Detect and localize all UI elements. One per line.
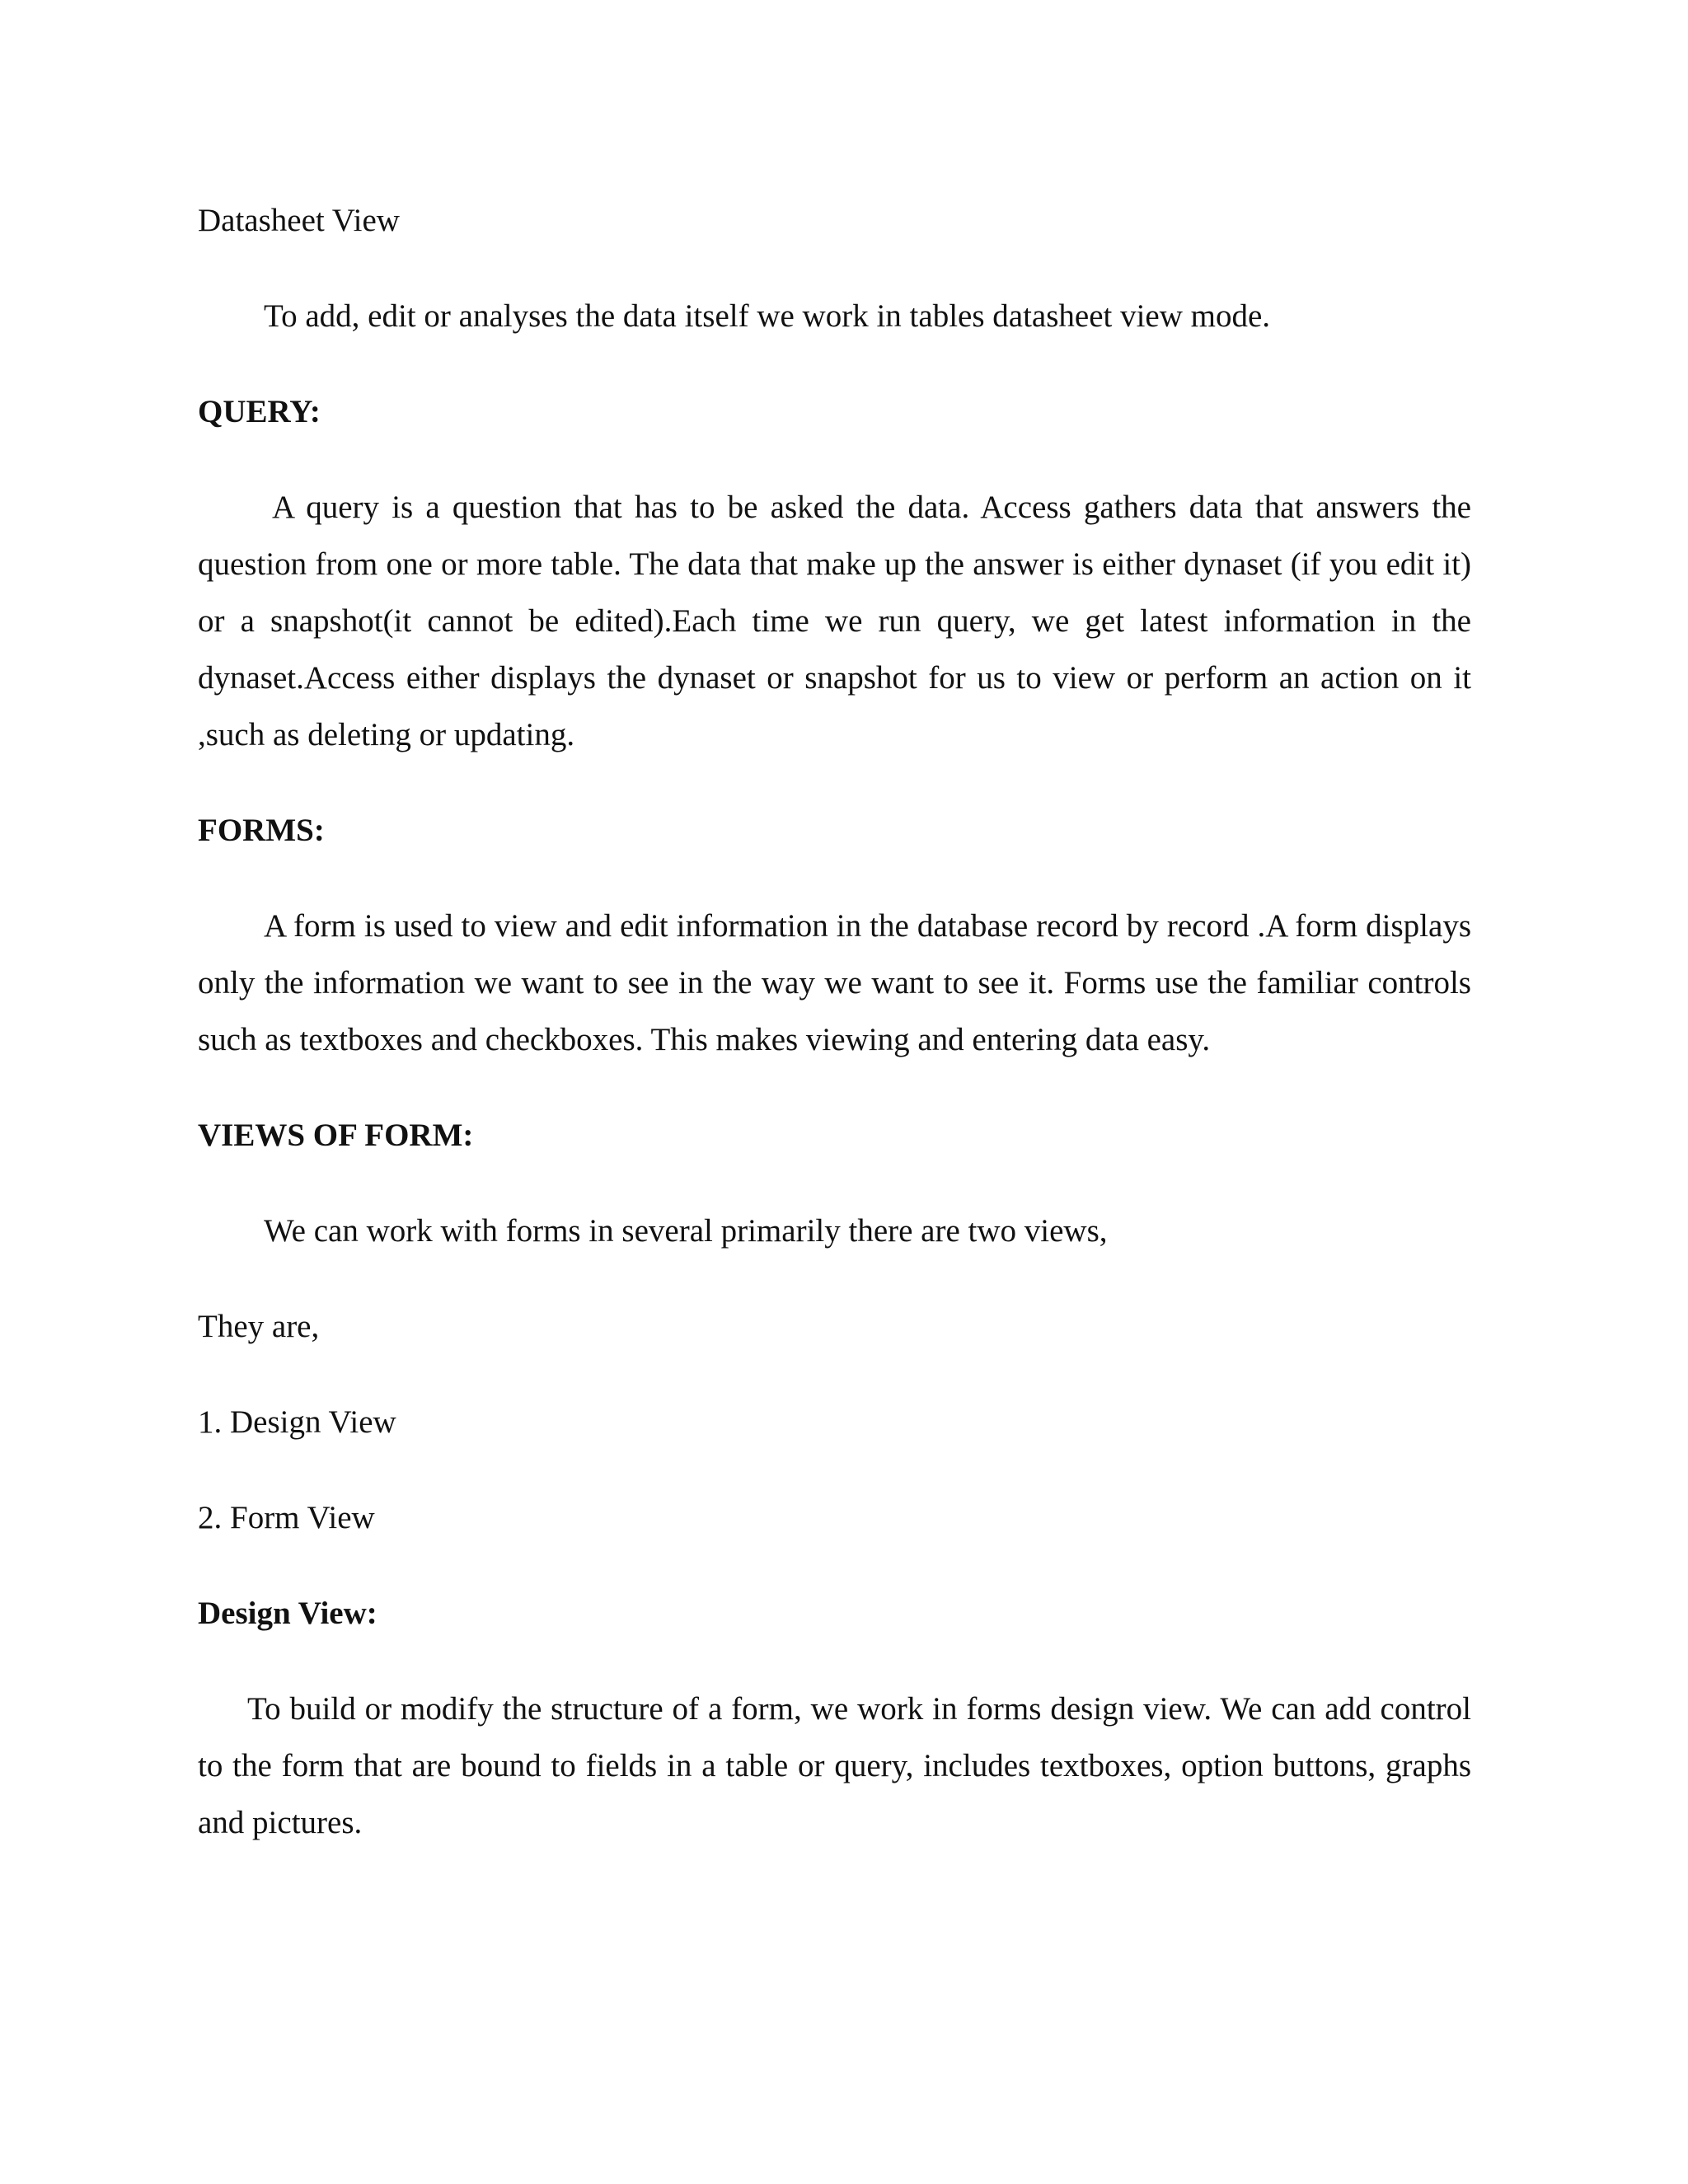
query-paragraph: A query is a question that has to be asked the data. Access gathers data that answers the question from one or more table. The data that make up the answer is either dynaset (if you edit it) or a snapshot(it cannot be edited).Each time we run query, we get latest information in the dynaset.Access either displays the dynaset or snapshot for us to view or perform an action on it ,such as deleting or updating. xyxy=(198,490,1471,752)
list-item-design-view: 1. Design View xyxy=(198,1404,396,1440)
datasheet-view-paragraph: To add, edit or analyses the data itself we work in tables datasheet view mode. xyxy=(264,298,1271,334)
they-are-text: They are, xyxy=(198,1309,320,1344)
forms-heading: FORMS: xyxy=(198,813,325,848)
query-heading: QUERY: xyxy=(198,394,321,429)
forms-paragraph: A form is used to view and edit information in the database record by record .A form displays only the information we want to see in the way we want to see it. Forms use the familiar controls such as textboxes and checkboxes. This makes viewing and entering data easy. xyxy=(198,908,1471,1057)
design-view-heading: Design View: xyxy=(198,1596,377,1631)
list-item-form-view: 2. Form View xyxy=(198,1500,375,1535)
views-of-form-paragraph: We can work with forms in several primarily there are two views, xyxy=(264,1213,1108,1249)
views-of-form-heading: VIEWS OF FORM: xyxy=(198,1118,474,1153)
design-view-paragraph: To build or modify the structure of a form, we work in forms design view. We can add control to the form that are bound to fields in a table or query, includes textboxes, option buttons, graphs and pictures. xyxy=(198,1691,1471,1840)
datasheet-view-title: Datasheet View xyxy=(198,203,400,238)
document-body xyxy=(198,192,1471,1851)
